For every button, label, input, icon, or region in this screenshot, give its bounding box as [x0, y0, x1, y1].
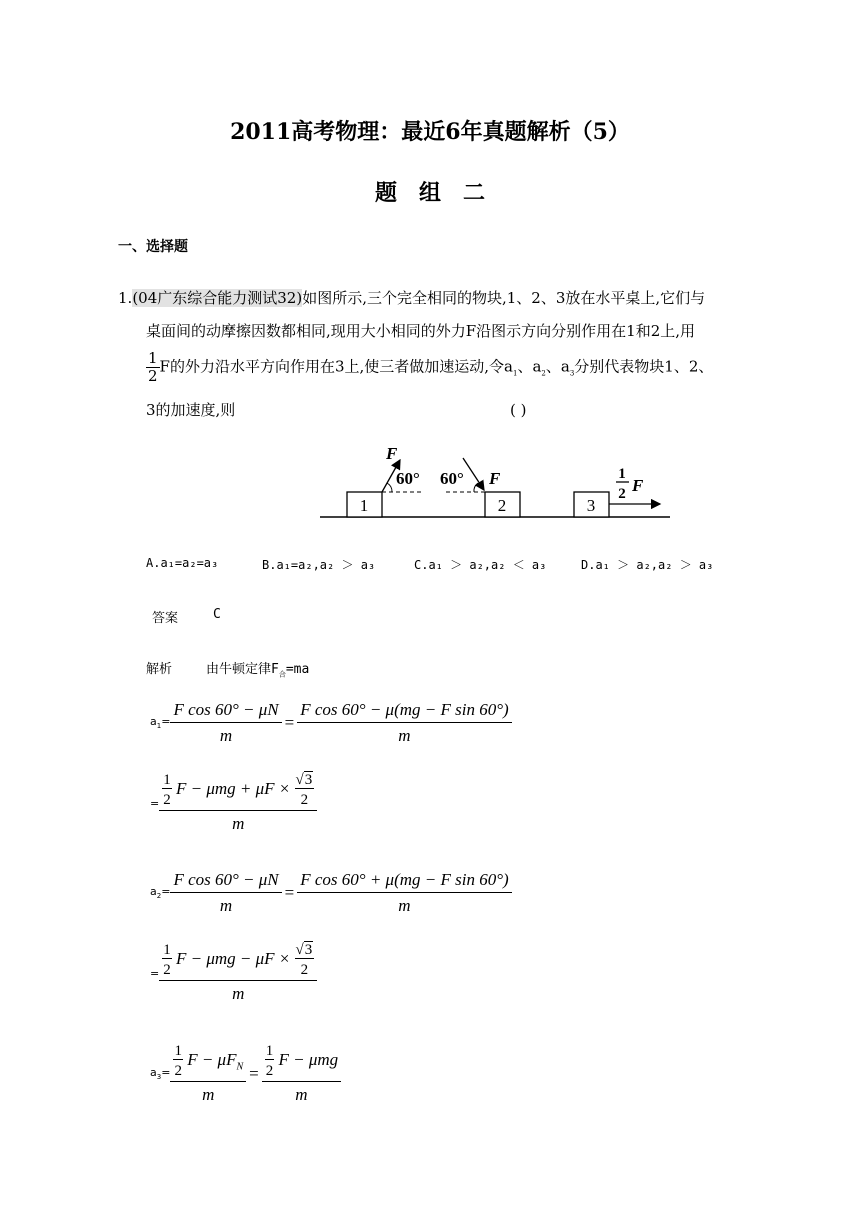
question-number: 1. — [118, 289, 133, 307]
question-line-3: $\frac{1}{2}$ F的外力沿水平方向作用在3上,使三者做加速运动,令$a_1$、$a_2$、$a_3$分别代表物块1、2、 — [148, 349, 714, 385]
angle-label-1: 60° — [396, 469, 420, 488]
block-3-label: 3 — [586, 496, 596, 515]
option-c[interactable]: C.a₁ ＞ a₂,a₂ ＜ a₃ — [414, 558, 547, 572]
equation-a3: $a_3=$ $\frac{1}{2}$ $F - \mu F_N$ m = $\frac{1}{2}$ F − μmg m — [150, 1043, 341, 1105]
question-text-4: 3的加速度,则 — [146, 401, 236, 419]
equation-a1-simplified: = $\frac{1}{2}$ F − μmg + μF × $\frac{√3}{2}$ m — [150, 772, 317, 834]
answer-parentheses: ( ) — [510, 401, 527, 419]
equation-a2-simplified: = $\frac{1}{2}$ F − μmg − μF × $\frac{√3}{2}$ m — [150, 942, 317, 1004]
force-label-1: F — [386, 444, 398, 463]
block-2-label: 2 — [497, 496, 507, 515]
option-a[interactable]: A.a₁=a₂=a₃ — [146, 556, 219, 570]
equation-a2: $a_2=$ $\frac{\text{F cos 60° − μN}}{m}$ = $\frac{\text{F cos 60° + μ(mg − F sin 60°)}}{m}$ — [150, 870, 512, 916]
force-diagram — [318, 436, 678, 526]
block-1-label: 1 — [359, 496, 369, 515]
answer-value: C — [213, 607, 221, 622]
analysis-label: 解析 — [146, 662, 173, 677]
half-fraction: $\frac{1}{2}$ — [148, 349, 158, 385]
question-line-1 — [118, 288, 705, 308]
page-title: 2011高考物理：最近6年真题解析（5） — [230, 119, 630, 145]
option-d[interactable]: D.a₁ ＞ a₂,a₂ ＞ a₃ — [581, 558, 714, 572]
question-text-1: 如图所示,三个完全相同的物块,1、2、3放在水平桌上,它们与 — [302, 289, 706, 307]
force-arrow-2 — [463, 458, 484, 490]
option-b[interactable]: B.a₁=a₂,a₂ ＞ a₃ — [262, 558, 376, 572]
group-subtitle: 题组二 — [374, 180, 507, 206]
question-source: (04广东综合能力测试32) — [132, 289, 303, 307]
half-num: 1 — [618, 466, 626, 482]
section-heading: 一、选择题 — [118, 239, 188, 255]
half-den: 2 — [618, 486, 626, 502]
force-label-3: F — [632, 476, 644, 495]
equation-a1: $a_1=$ $\frac{\text{F cos 60° − μN}}{m}$ = $\frac{\text{F cos 60° − μ(mg − F sin 60°)}}{m}$ — [150, 700, 512, 746]
answer-label: 答案 — [152, 611, 179, 626]
force-label-2: F — [489, 469, 501, 488]
analysis-text: 由牛顿定律$F_合=ma$ — [206, 662, 310, 679]
angle-label-2: 60° — [440, 469, 464, 488]
question-text-2: 桌面间的动摩擦因数都相同,现用大小相同的外力F沿图示方向分别作用在1和2上,用 — [146, 322, 696, 340]
